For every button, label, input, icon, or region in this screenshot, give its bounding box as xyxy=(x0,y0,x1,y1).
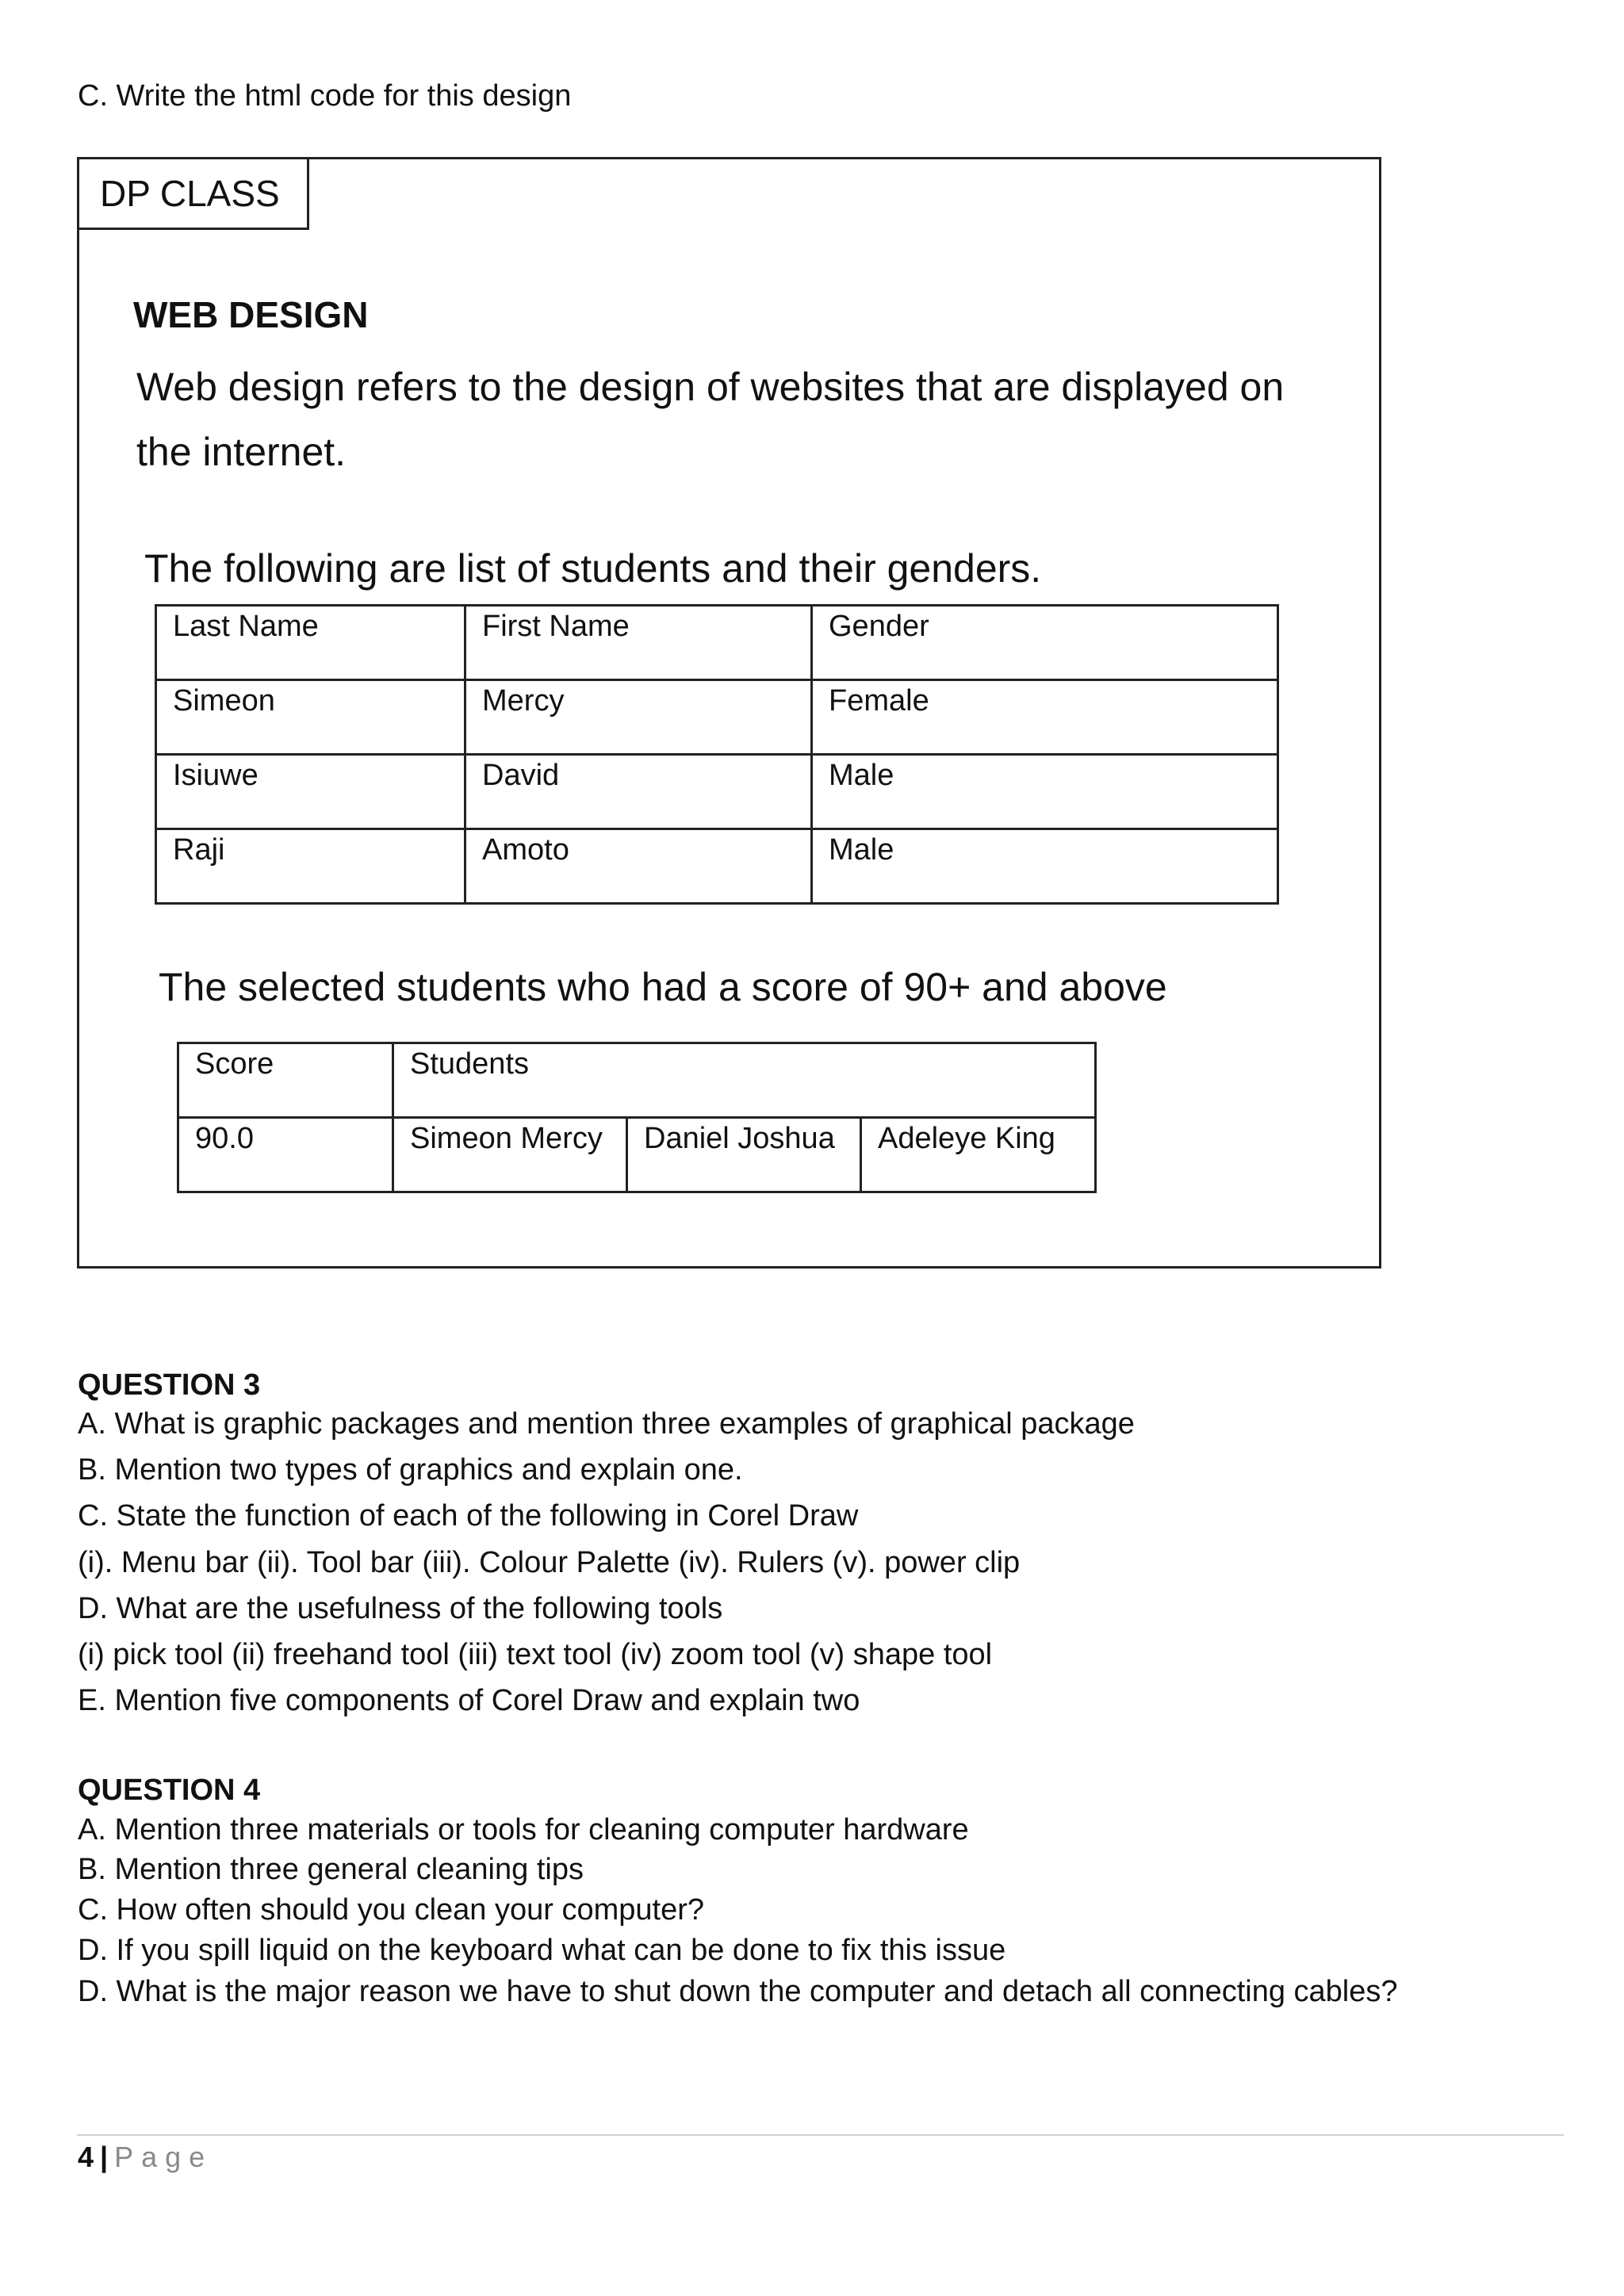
table-cell: Male xyxy=(812,755,1278,829)
question-item: C. State the function of each of the following in Corel Draw xyxy=(78,1499,859,1533)
web-design-description: Web design refers to the design of websites that are displayed on the internet. xyxy=(136,365,1285,474)
table-cell: Isiuwe xyxy=(156,755,465,829)
scores-table xyxy=(177,1042,1097,1193)
page-footer xyxy=(78,2141,213,2174)
page-word: Page xyxy=(114,2141,213,2173)
question-3-heading: QUESTION 3 xyxy=(78,1368,261,1402)
web-design-heading: WEB DESIGN xyxy=(133,294,369,335)
question-item: E. Mention five components of Corel Draw and explain two xyxy=(78,1684,860,1717)
table-cell: Simeon Mercy xyxy=(393,1118,627,1192)
question-intro: C. Write the html code for this design xyxy=(78,79,572,113)
question-item: (i). Menu bar (ii). Tool bar (iii). Colour Palette (iv). Rulers (v). power clip xyxy=(78,1546,1021,1579)
question-item: B. Mention two types of graphics and explain one. xyxy=(78,1453,743,1487)
students-table xyxy=(155,604,1279,905)
question-item: D. What is the major reason we have to shut down the computer and detach all connecting cables? xyxy=(78,1975,1398,2008)
table-cell: David xyxy=(465,755,812,829)
table-cell: Female xyxy=(812,680,1278,755)
table-header-cell: First Name xyxy=(465,606,812,680)
table-cell: 90.0 xyxy=(178,1118,393,1192)
question-item: A. Mention three materials or tools for cleaning computer hardware xyxy=(78,1813,969,1846)
students-list-caption: The following are list of students and their genders. xyxy=(144,546,1042,591)
table-row xyxy=(156,755,1278,829)
table-header-row xyxy=(178,1043,1096,1118)
table-header-cell: Score xyxy=(178,1043,393,1118)
question-item: (i) pick tool (ii) freehand tool (iii) text tool (iv) zoom tool (v) shape tool xyxy=(78,1638,993,1671)
table-cell: Amoto xyxy=(465,829,812,904)
question-item: C. How often should you clean your computer? xyxy=(78,1893,704,1927)
footer-divider xyxy=(77,2134,1564,2136)
table-row xyxy=(178,1118,1096,1192)
question-item: A. What is graphic packages and mention three examples of graphical package xyxy=(78,1407,1135,1441)
score-caption: The selected students who had a score of 90+ and above xyxy=(159,965,1167,1009)
table-header-row xyxy=(156,606,1278,680)
table-cell: Male xyxy=(812,829,1278,904)
table-cell: Mercy xyxy=(465,680,812,755)
table-row xyxy=(156,680,1278,755)
table-cell: Simeon xyxy=(156,680,465,755)
table-header-cell: Students xyxy=(393,1043,1096,1118)
table-cell: Adeleye King xyxy=(861,1118,1096,1192)
question-item: D. What are the usefulness of the following tools xyxy=(78,1592,723,1625)
footer-separator: | xyxy=(100,2141,109,2173)
table-header-cell: Last Name xyxy=(156,606,465,680)
table-cell: Daniel Joshua xyxy=(627,1118,861,1192)
table-header-cell: Gender xyxy=(812,606,1278,680)
question-item: B. Mention three general cleaning tips xyxy=(78,1853,584,1886)
dp-class-label: DP CLASS xyxy=(77,157,309,230)
table-cell: Raji xyxy=(156,829,465,904)
question-item: D. If you spill liquid on the keyboard what can be done to fix this issue xyxy=(78,1934,1006,1967)
question-4-heading: QUESTION 4 xyxy=(78,1774,261,1807)
page-number: 4 xyxy=(78,2141,94,2173)
table-row xyxy=(156,829,1278,904)
